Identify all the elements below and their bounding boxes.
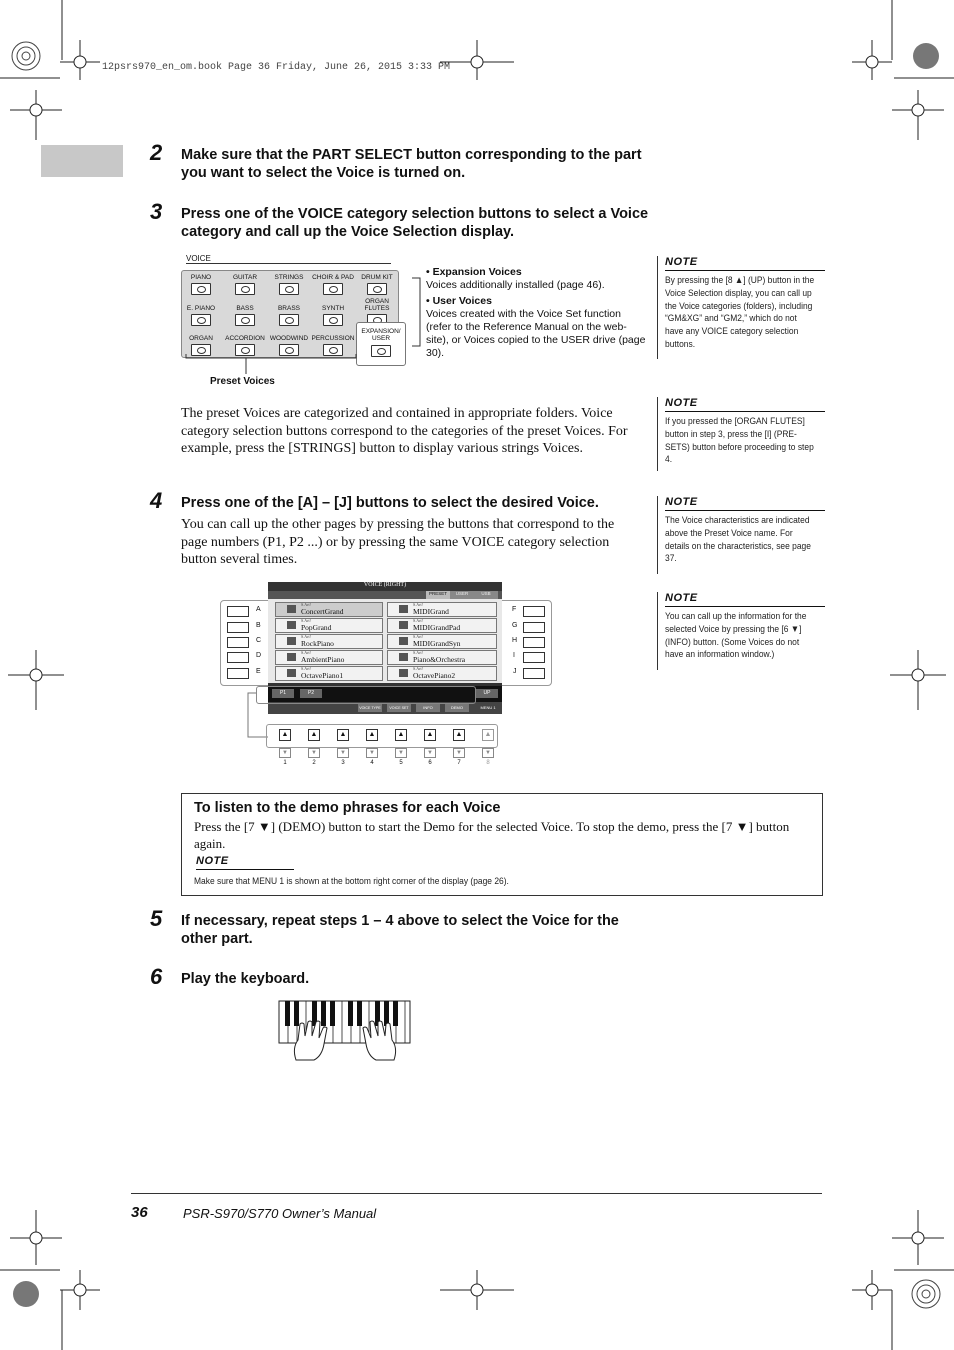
button-8-up[interactable]: ▲: [482, 729, 494, 741]
voice-button-label: EXPANSION/ USER: [361, 328, 401, 342]
voice-button-label: SYNTH: [321, 305, 345, 312]
voice-cell-e[interactable]: S.Art! OctavePiano1: [275, 666, 383, 681]
button-3-up[interactable]: ▲: [337, 729, 349, 741]
button-1-up[interactable]: ▲: [279, 729, 291, 741]
voice-button-label: BRASS: [277, 305, 301, 312]
button-number: 2: [312, 760, 316, 766]
letter-label: H: [512, 637, 518, 644]
button-6-up[interactable]: ▲: [424, 729, 436, 741]
info-button[interactable]: INFO: [416, 704, 440, 712]
voice-types-callout: [426, 266, 646, 360]
button-f[interactable]: [523, 606, 545, 617]
user-voices-text: Voices created with the Voice Set function (refer to the Reference Manual on the web-site), or Voices copied to the USER drive (page 30).: [426, 308, 646, 359]
page-highlight: [256, 686, 476, 704]
button-number: 6: [428, 760, 432, 766]
piano-icon: [287, 637, 296, 645]
preset-voices-paragraph: The preset Voices are categorized and contained in appropriate folders. Voice category selection buttons correspond to the categories of the preset Voices. For example, press the [STRINGS] button to display various strings Voices.: [181, 406, 628, 456]
display-title: VOICE (RIGHT): [363, 582, 407, 588]
button-8-down[interactable]: ▼: [482, 748, 494, 758]
note-info: [657, 592, 825, 670]
step-title: If necessary, repeat steps 1 – 4 above to select the Voice for the other part.: [181, 913, 619, 947]
letter-label: G: [512, 622, 518, 629]
page-p1[interactable]: P1: [272, 689, 294, 698]
button-5-down[interactable]: ▼: [395, 748, 407, 758]
note-text: If you pressed the [ORGAN FLUTES] button in step 3, press the [I] (PRE-SETS) button before proceeding to step 4.: [665, 416, 814, 466]
voice-cell-h[interactable]: S.Art! MIDIGrandSyn: [387, 634, 497, 649]
tab-preset[interactable]: PRESET: [426, 591, 450, 599]
voice-button-label: E. PIANO: [186, 305, 216, 312]
step-number: 2: [150, 140, 163, 165]
button-2-up[interactable]: ▲: [308, 729, 320, 741]
voice-button-label: BASS: [236, 305, 254, 312]
letter-label: A: [256, 606, 261, 613]
piano-icon: [287, 653, 296, 661]
voice-button-label: DRUM KIT: [361, 274, 393, 281]
voice-button-label: PERCUSSION: [311, 335, 355, 342]
piano-icon: [399, 669, 408, 677]
letter-label: D: [256, 652, 262, 659]
note-characteristics: [657, 496, 825, 574]
button-6-down[interactable]: ▼: [424, 748, 436, 758]
voice-button-label: ORGAN FLUTES: [364, 298, 390, 312]
button-number: 8: [486, 760, 490, 766]
manual-title: PSR-S970/S770 Owner’s Manual: [183, 1206, 377, 1221]
letter-label: E: [256, 668, 261, 675]
button-number: 5: [399, 760, 403, 766]
panel-bracket-lines: [180, 270, 430, 380]
note-heading: NOTE: [665, 592, 825, 607]
button-number: 1: [283, 760, 287, 766]
step-title: Make sure that the PART SELECT button corresponding to the part you want to select the Voice is turned on.: [181, 147, 642, 181]
step-number: 4: [150, 488, 163, 513]
demo-note-heading: NOTE: [196, 855, 294, 870]
print-mark: 12psrs970_en_om.book Page 36 Friday, June 26, 2015 3:33 PM: [102, 62, 451, 73]
button-7-down[interactable]: ▼: [453, 748, 465, 758]
button-e[interactable]: [227, 668, 249, 679]
note-text: The Voice characteristics are indicated above the Preset Voice name. For details on the characteristics, see page 37.: [665, 515, 811, 565]
note-heading: NOTE: [665, 397, 825, 412]
chapter-tab: [41, 145, 123, 177]
tab-user[interactable]: USER: [450, 591, 474, 599]
user-voices-title: • User Voices: [426, 295, 492, 307]
note-text: By pressing the [8 ▲] (UP) button in the Voice Selection display, you can call up the Voice categories (folders), including “GM&XG” and “GM2,” which do not have any VOICE category selection buttons.: [665, 275, 815, 350]
step4-paragraph: You can call up the other pages by pressing the buttons that correspond to the page numbers (P1, P2 ...) or by pressing the same VOICE category selection button several times.: [181, 517, 615, 567]
letter-label: I: [513, 652, 515, 659]
page-p2[interactable]: P2: [300, 689, 322, 698]
button-i[interactable]: [523, 652, 545, 663]
voice-cell-c[interactable]: S.Art! RockPiano: [275, 634, 383, 649]
voice-button-label: ACCORDION: [225, 335, 265, 342]
voice-panel-header: VOICE: [186, 254, 391, 264]
button-c[interactable]: [227, 637, 249, 648]
note-up-button: [657, 256, 825, 359]
display-tab-bar: [268, 591, 502, 599]
button-j[interactable]: [523, 668, 545, 679]
step-title: Play the keyboard.: [181, 971, 310, 987]
voice-cell-f[interactable]: S.Art! MIDIGrand: [387, 602, 497, 617]
button-a[interactable]: [227, 606, 249, 617]
page-number: 36: [131, 1204, 148, 1221]
voice-button-label: GUITAR: [232, 274, 258, 281]
button-4-down[interactable]: ▼: [366, 748, 378, 758]
demo-note-text: Make sure that MENU 1 is shown at the bottom right corner of the display (page 26).: [194, 876, 509, 887]
step-title: Press one of the VOICE category selection buttons to select a Voice category and call up the Voice Selection display.: [181, 206, 649, 240]
voice-set-button[interactable]: VOICE SET: [387, 704, 411, 712]
demo-button[interactable]: DEMO: [445, 704, 469, 712]
letter-label: B: [256, 622, 261, 629]
note-text: You can call up the information for the selected Voice by pressing the [6 ▼] (INFO) button. (Some Voices do not have an information window.): [665, 611, 807, 661]
piano-icon: [399, 637, 408, 645]
letter-label: C: [256, 637, 262, 644]
step-number: 3: [150, 199, 163, 224]
letter-label: F: [512, 606, 517, 613]
demo-box: [181, 793, 823, 896]
button-7-up[interactable]: ▲: [453, 729, 465, 741]
voice-button-label: PIANO: [190, 274, 212, 281]
piano-icon: [399, 605, 408, 613]
footer-rule: [131, 1193, 822, 1194]
piano-icon: [399, 621, 408, 629]
button-g[interactable]: [523, 622, 545, 633]
keyboard-hands-illustration: [278, 1000, 412, 1062]
button-3-down[interactable]: ▼: [337, 748, 349, 758]
voice-cell-b[interactable]: S.Art! PopGrand: [275, 618, 383, 633]
voice-cell-a[interactable]: S.Art! ConcertGrand: [275, 602, 383, 617]
voice-button-label: STRINGS: [274, 274, 304, 281]
piano-icon: [287, 605, 296, 613]
voice-type-button[interactable]: VOICE TYPE: [359, 706, 381, 710]
note-heading: NOTE: [665, 496, 825, 511]
button-number: 3: [341, 760, 345, 766]
up-button[interactable]: UP: [476, 689, 498, 698]
note-organ-flutes: [657, 397, 825, 471]
step-number: 6: [150, 964, 163, 989]
piano-icon: [287, 621, 296, 629]
voice-button-label: CHOIR & PAD: [312, 274, 354, 281]
step-title: Press one of the [A] – [J] buttons to select the desired Voice.: [181, 495, 599, 511]
button-5-up[interactable]: ▲: [395, 729, 407, 741]
expansion-voices-text: Voices additionally installed (page 46).: [426, 279, 605, 291]
button-b[interactable]: [227, 622, 249, 633]
expansion-voices-title: • Expansion Voices: [426, 266, 522, 278]
demo-box-text: Press the [7 ▼] (DEMO) button to start the Demo for the selected Voice. To stop the demo, press the [7 ▼] button again.: [194, 819, 790, 851]
preset-voices-label: Preset Voices: [210, 376, 275, 387]
button-h[interactable]: [523, 637, 545, 648]
button-d[interactable]: [227, 652, 249, 663]
button-number: 7: [457, 760, 461, 766]
step-number: 5: [150, 906, 163, 931]
voice-button-label: WOODWIND: [269, 335, 309, 342]
voice-cell-i[interactable]: S.Art! Piano&Orchestra: [387, 650, 497, 665]
voice-button-label: ORGAN: [189, 335, 213, 342]
demo-box-title: To listen to the demo phrases for each Voice: [194, 800, 501, 816]
button-number: 4: [370, 760, 374, 766]
menu-indicator: MENU 1: [480, 705, 496, 710]
piano-icon: [399, 653, 408, 661]
voice-cell-d[interactable]: S.Art! AmbientPiano: [275, 650, 383, 665]
note-heading: NOTE: [665, 256, 825, 271]
piano-icon: [287, 669, 296, 677]
letter-label: J: [513, 668, 517, 675]
button-2-down[interactable]: ▼: [308, 748, 320, 758]
button-1-down[interactable]: ▼: [279, 748, 291, 758]
voice-cell-j[interactable]: S.Art! OctavePiano2: [387, 666, 497, 681]
button-4-up[interactable]: ▲: [366, 729, 378, 741]
tab-usb[interactable]: USB: [474, 591, 498, 599]
voice-cell-g[interactable]: S.Art! MIDIGrandPad: [387, 618, 497, 633]
